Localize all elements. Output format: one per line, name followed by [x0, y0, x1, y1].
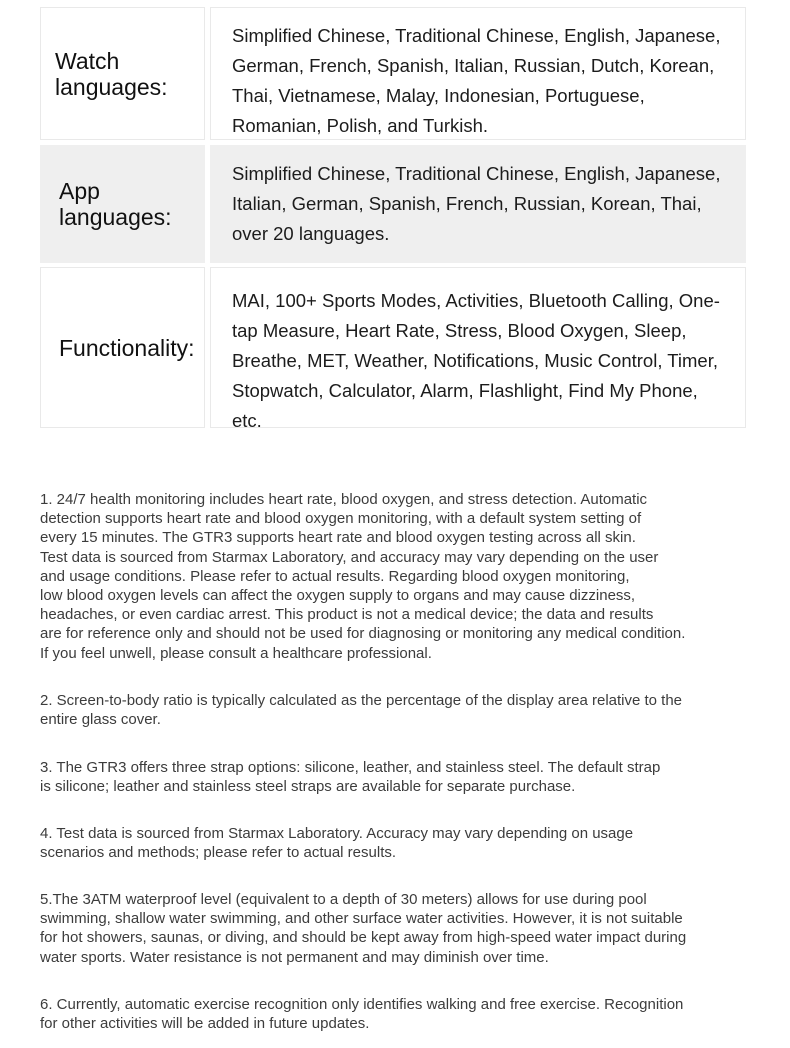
spec-value: Simplified Chinese, Traditional Chinese, English, Japanese, German, French, Spanish, Italian, Russian, Dutch, Korean, Thai, Vietnamese, Malay, Indonesian, Portuguese, Romanian, Polish, and Turkish. — [210, 7, 746, 140]
footnote-3: 3. The GTR3 offers three strap options: silicone, leather, and stainless steel. The default strap is silicone; leather and stainless steel straps are available for separate purchase. — [40, 759, 661, 796]
spec-label-text: Functionality: — [59, 334, 195, 361]
spec-label — [40, 267, 205, 428]
footnote-5: 5.The 3ATM waterproof level (equivalent to a depth of 30 meters) allows for use during pool swimming, shallow water swimming, and other surface water activities. However, it is not suitable for hot showers, saunas, or diving, and should be kept away from high-speed water impact during water sports. Water resistance is not permanent and may diminish over time. — [40, 891, 687, 966]
footnote-6: 6. Currently, automatic exercise recognition only identifies walking and free exercise. Recognition for other activities will be added in future updates. — [40, 996, 684, 1033]
footnote-2: 2. Screen-to-body ratio is typically calculated as the percentage of the display area relative to the entire glass cover. — [40, 692, 683, 729]
spec-value: MAI, 100+ Sports Modes, Activities, Bluetooth Calling, One-tap Measure, Heart Rate, Stress, Blood Oxygen, Sleep, Breathe, MET, Weather, Notifications, Music Control, Timer, Stopwatch, Calculator, Alarm, Flashlight, Find My Phone, etc. — [210, 267, 746, 428]
spec-row-watch-languages — [40, 7, 746, 140]
spec-label-text: App languages: — [59, 178, 172, 230]
spec-label — [40, 145, 205, 263]
spec-row-functionality — [40, 267, 746, 431]
footnote-4: 4. Test data is sourced from Starmax Laboratory. Accuracy may vary depending on usage scenarios and methods; please refer to actual results. — [40, 825, 634, 862]
spec-value: Simplified Chinese, Traditional Chinese, English, Japanese, Italian, German, Spanish, French, Russian, Korean, Thai, over 20 languages. — [210, 145, 746, 263]
spec-label-text: Watch languages: — [55, 47, 168, 100]
spec-label — [40, 7, 205, 140]
spec-row-app-languages — [40, 145, 746, 263]
footnote-1: 1. 24/7 health monitoring includes heart rate, blood oxygen, and stress detection. Automatic detection supports heart rate and blood oxygen monitoring, with a default system setting of every 15 minutes. The GTR3 supports heart rate and blood oxygen testing across all skin. Test data is sourced from Starmax Laboratory, and accuracy may vary depending on the user and usage conditions. Please refer to actual results. Regarding blood oxygen monitoring, low blood oxygen levels can affect the oxygen supply to organs and may cause dizziness, headaches, or even cardiac arrest. This product is not a medical device; the data and results are for reference only and should not be used for diagnosing or monitoring any medical condition. If you feel unwell, please consult a healthcare professional. — [40, 491, 686, 662]
